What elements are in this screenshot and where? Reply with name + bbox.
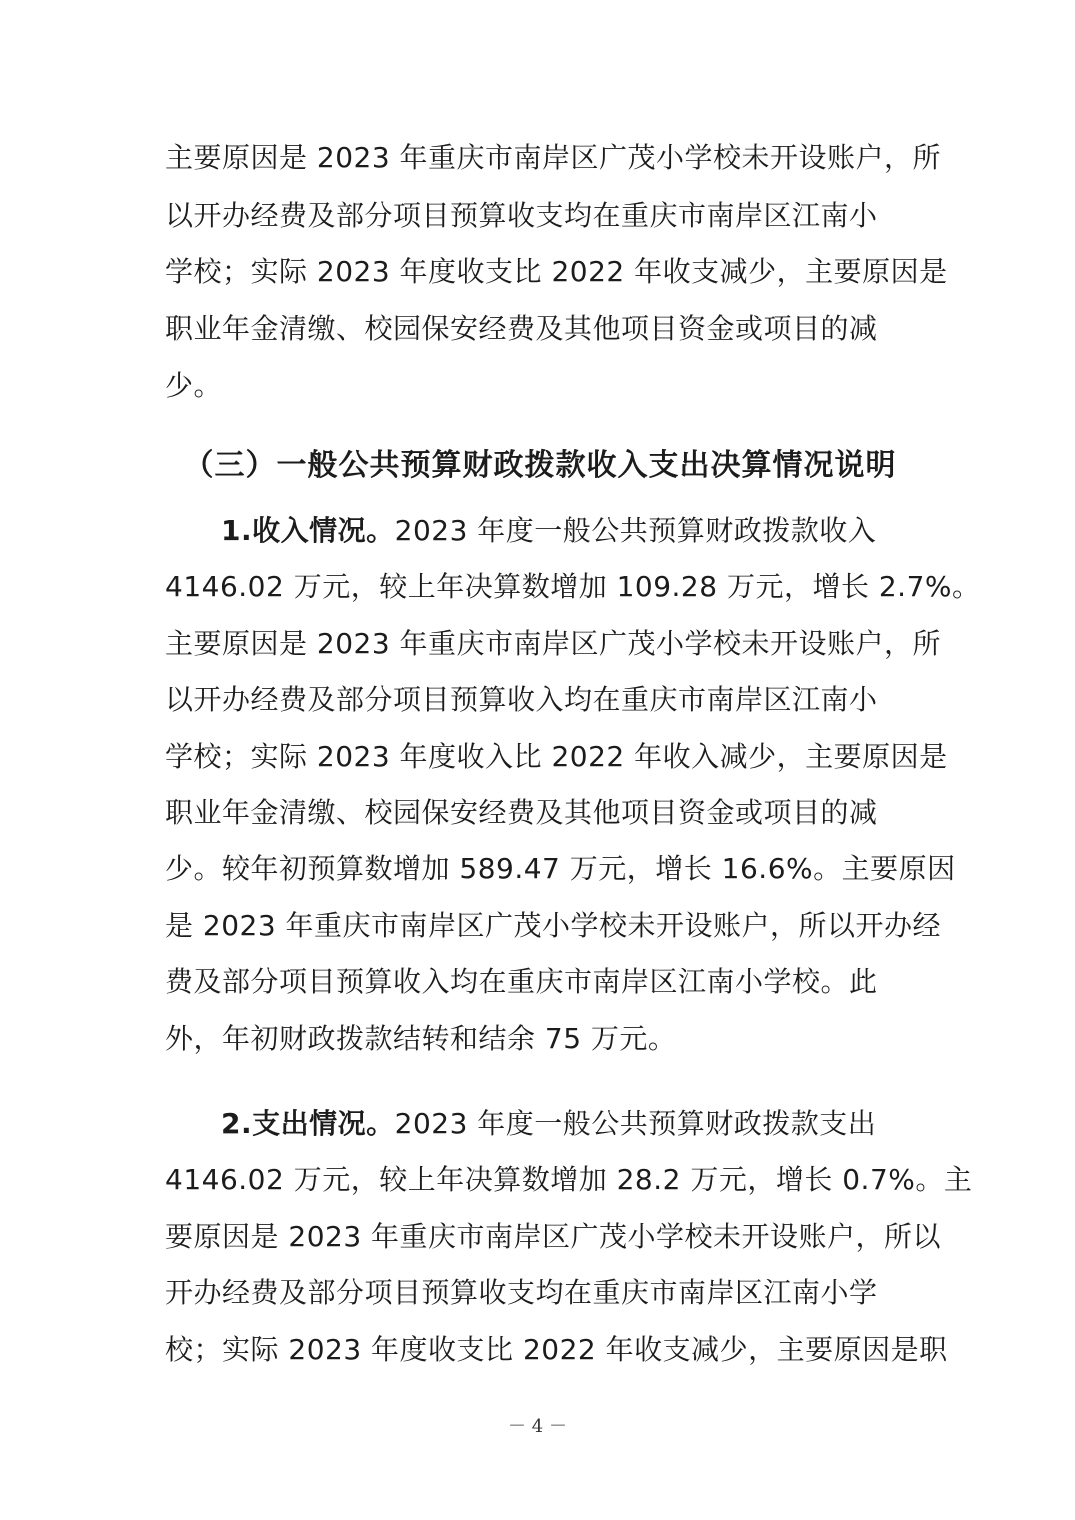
expense-label: 2.支出情况。 (221, 1107, 395, 1140)
income-first-line (221, 511, 915, 551)
paragraph-line: 是 2023 年重庆市南岸区广茂小学校未开设账户，所以开办经 (165, 909, 942, 942)
paragraph-line: 主要原因是 2023 年重庆市南岸区广茂小学校未开设账户，所 (165, 141, 942, 174)
paragraph-line: 4146.02 万元，较上年决算数增加 28.2 万元，增长 0.7%。主 (165, 1163, 973, 1196)
paragraph-line: 要原因是 2023 年重庆市南岸区广茂小学校未开设账户，所以 (165, 1220, 942, 1253)
paragraph-line: 费及部分项目预算收入均在重庆市南岸区江南小学校。此 (165, 965, 878, 998)
paragraph-line: 外，年初财政拨款结转和结余 75 万元。 (165, 1022, 677, 1055)
expense-first-line (221, 1104, 915, 1144)
income-label: 1.收入情况。 (221, 514, 395, 547)
paragraph-line: 开办经费及部分项目预算收支均在重庆市南岸区江南小学 (165, 1276, 878, 1309)
section-heading: （三）一般公共预算财政拨款收入支出决算情况说明 (183, 448, 897, 483)
paragraph-line: 以开办经费及部分项目预算收入均在重庆市南岸区江南小 (165, 683, 878, 716)
paragraph-line: 4146.02 万元，较上年决算数增加 109.28 万元，增长 2.7%。 (165, 570, 981, 603)
paragraph-line: 学校；实际 2023 年度收支比 2022 年收支减少，主要原因是 (165, 255, 948, 288)
paragraph-line: 以开办经费及部分项目预算收支均在重庆市南岸区江南小 (165, 199, 878, 232)
expense-first-line-text: 2023 年度一般公共预算财政拨款支出 (394, 1107, 877, 1140)
paragraph-line: 校；实际 2023 年度收支比 2022 年收支减少，主要原因是职 (165, 1333, 948, 1366)
page-number: － 4 － (508, 1416, 567, 1437)
paragraph-line: 少。 (165, 369, 223, 402)
income-first-line-text: 2023 年度一般公共预算财政拨款收入 (394, 514, 877, 547)
paragraph-line: 职业年金清缴、校园保安经费及其他项目资金或项目的减 (165, 796, 878, 829)
paragraph-line: 学校；实际 2023 年度收入比 2022 年收入减少，主要原因是 (165, 740, 948, 773)
paragraph-line: 主要原因是 2023 年重庆市南岸区广茂小学校未开设账户，所 (165, 627, 942, 660)
paragraph-line: 职业年金清缴、校园保安经费及其他项目资金或项目的减 (165, 312, 878, 345)
paragraph-line: 少。较年初预算数增加 589.47 万元，增长 16.6%。主要原因 (165, 852, 956, 885)
